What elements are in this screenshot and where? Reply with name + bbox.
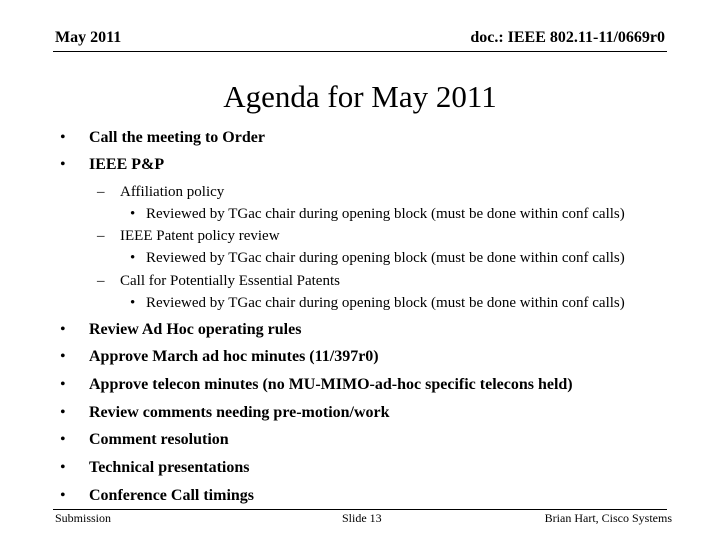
bullet-icon: • [130, 295, 136, 311]
agenda-detail-text: Reviewed by TGac chair during opening block (must be done within conf calls) [146, 250, 625, 266]
agenda-detail-text: Reviewed by TGac chair during opening block (must be done within conf calls) [146, 295, 625, 311]
bullet-icon: • [60, 376, 66, 393]
agenda-item-text: Review Ad Hoc operating rules [89, 321, 302, 338]
bullet-icon: • [60, 156, 66, 173]
bullet-icon: • [60, 129, 66, 146]
bullet-icon: • [60, 404, 66, 421]
agenda-item-text: Comment resolution [89, 431, 229, 448]
bullet-icon: • [130, 250, 136, 266]
agenda-item-text: Approve telecon minutes (no MU-MIMO-ad-hoc specific telecons held) [89, 376, 573, 393]
dash-icon: – [97, 184, 105, 200]
agenda-item-text: Review comments needing pre-motion/work [89, 404, 390, 421]
footer-author: Brian Hart, Cisco Systems [544, 511, 672, 525]
agenda-item-text: Conference Call timings [89, 487, 255, 504]
bullet-icon: • [60, 459, 66, 476]
dash-icon: – [97, 273, 105, 289]
agenda-subitem-text: Affiliation policy [120, 184, 225, 200]
bullet-icon: • [60, 431, 66, 448]
agenda-subitem-text: Call for Potentially Essential Patents [120, 273, 340, 289]
footer-submission: Submission [55, 511, 112, 525]
bullet-icon: • [130, 206, 136, 222]
agenda-item-text: Approve March ad hoc minutes (11/397r0) [89, 348, 379, 365]
bullet-icon: • [60, 348, 66, 365]
footer-divider [53, 509, 667, 510]
agenda-item-text: Technical presentations [89, 459, 250, 476]
agenda-detail-text: Reviewed by TGac chair during opening block (must be done within conf calls) [146, 206, 625, 222]
header-doc-id: doc.: IEEE 802.11-11/0669r0 [470, 29, 665, 46]
header-divider [53, 51, 667, 52]
agenda-subitem-text: IEEE Patent policy review [120, 228, 280, 244]
header-date: May 2011 [55, 29, 122, 46]
slide-title: Agenda for May 2011 [223, 79, 497, 114]
dash-icon: – [97, 228, 105, 244]
agenda-item-text: IEEE P&P [89, 156, 165, 173]
agenda-item-text: Call the meeting to Order [89, 129, 265, 146]
bullet-icon: • [60, 487, 66, 504]
footer-slide-number: Slide 13 [342, 511, 382, 525]
bullet-icon: • [60, 321, 66, 338]
